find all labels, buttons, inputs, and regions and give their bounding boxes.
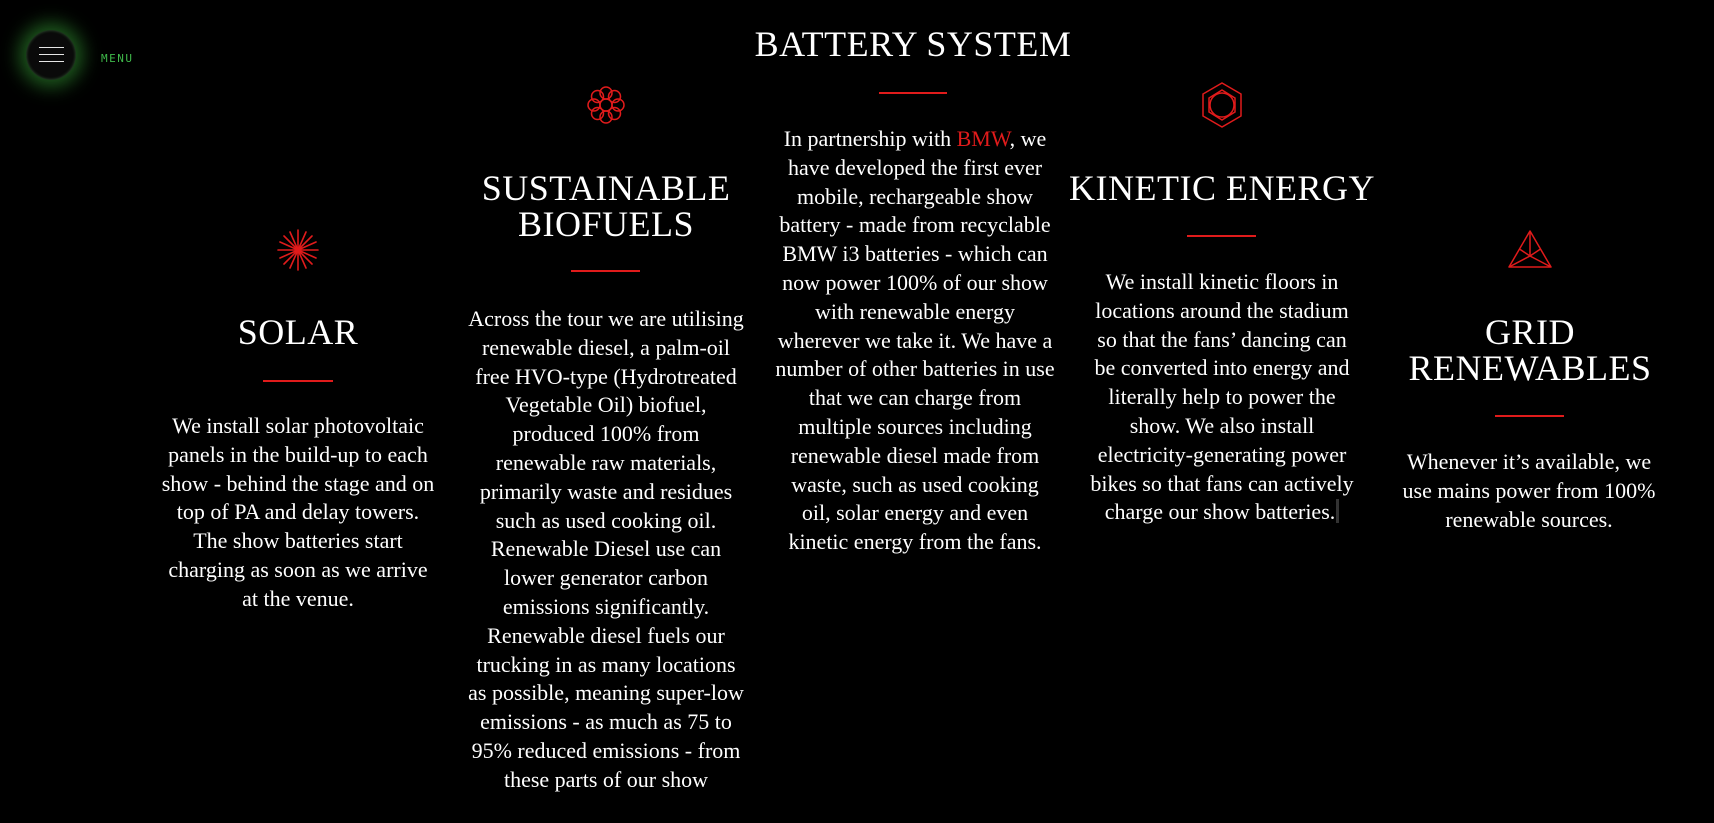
biofuels-title-line2: BIOFUELS [517, 204, 695, 244]
kinetic-text [1085, 268, 1359, 527]
battery-system-divider [879, 92, 947, 94]
hamburger-icon [39, 47, 64, 63]
kinetic-divider [1187, 235, 1256, 237]
biofuels-title-line1: SUSTAINABLE [481, 168, 731, 208]
battery-body-intro: In partnership with [783, 126, 957, 151]
grid-title-line2: RENEWABLES [1408, 348, 1652, 388]
biofuels-divider [571, 270, 640, 272]
solar-title: SOLAR [237, 312, 359, 352]
biofuels-title [456, 170, 756, 242]
sunburst-icon [276, 228, 320, 272]
flower-icon [585, 84, 627, 126]
hexagon-icon [1198, 81, 1246, 129]
grid-divider [1495, 415, 1564, 417]
biofuels-text: Across the tour we are utilising renewable diesel, a palm-oil free HVO-type (Hydrotreated Vegetable Oil) biofuel, produced 100% from renewable raw materials, primarily waste and residues such as used cooking oil. Renewable Diesel use can lower generator carbon emissions significantly. Renewable diesel fuels our trucking in as many locations as possible, meaning super-low emissions - as much as 75 to 95% reduced emissions - from these parts of our show [468, 306, 744, 792]
solar-text: We install solar photovoltaic panels in the build-up to each show - behind the stage and on top of PA and delay towers. The show batteries start charging as soon as we arrive at the venue. [161, 413, 435, 611]
menu-label[interactable]: MENU [101, 52, 134, 65]
menu-button[interactable] [26, 30, 76, 80]
grid-text: Whenever it’s available, we use mains power from 100% renewable sources. [1402, 449, 1656, 532]
kinetic-title: KINETIC ENERGY [1069, 168, 1375, 208]
solar-divider [263, 380, 333, 382]
battery-system-text [775, 125, 1055, 557]
battery-body-rest: , we have developed the first ever mobile, rechargeable show battery - made from recyclable BMW i3 batteries - which can now power 100% of our show with renewable energy wherever we take it. We have a number of other batteries in use that we can charge from multiple sources including renewable diesel made from waste, such as used cooking oil, solar energy and even kinetic energy from the fans. [775, 126, 1055, 555]
grid-title [1380, 314, 1680, 386]
battery-system-title: BATTERY SYSTEM [754, 24, 1072, 64]
grid-title-line1: GRID [1485, 312, 1575, 352]
text-cursor [1336, 499, 1339, 523]
bmw-link[interactable]: BMW [956, 126, 1010, 151]
tetrahedron-icon [1507, 229, 1553, 269]
kinetic-body: We install kinetic floors in locations around the stadium so that the fans’ dancing can be converted into energy and literally help to power the show. We also install electricity-generating power bikes so that fans can actively charge our show batteries. [1090, 269, 1354, 525]
